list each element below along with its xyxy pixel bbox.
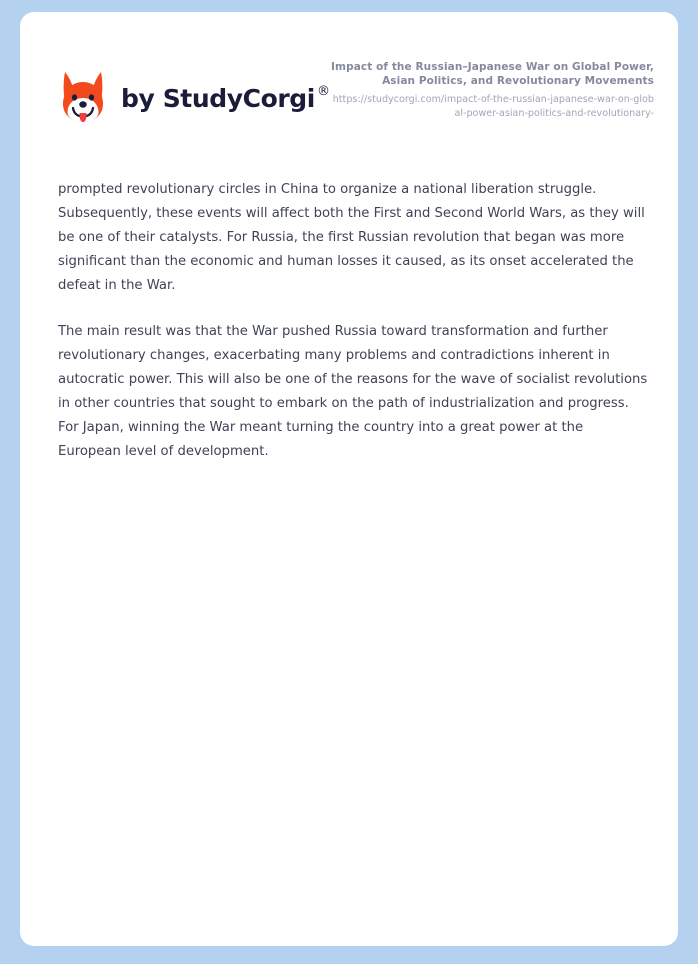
registered-trademark-icon: ® (316, 84, 330, 100)
studycorgi-brand (58, 70, 330, 124)
brand-wordmark-text: by StudyCorgi (121, 83, 315, 113)
body-paragraph: The main result was that the War pushed Russia toward transformation and further revolutionary changes, exacerbating many problems and contradictions inherent in autocratic power. This will also be one of the reasons for the wave of socialist revolutions in other countries that sought to embark on the path of industrialization and progress. For Japan, winning the War meant turning the country into a great power at the European level of development. (58, 324, 648, 459)
brand-wordmark (121, 84, 330, 113)
document-body (58, 178, 648, 464)
document-source-url: https://studycorgi.com/impact-of-the-russian-japanese-war-on-global-power-asian-politics-and-revolutionary- (332, 94, 654, 119)
document-title: Impact of the Russian–Japanese War on Global Power, Asian Politics, and Revolutionary Movements (331, 61, 654, 87)
header-meta (330, 60, 654, 120)
document-page (20, 12, 678, 946)
body-paragraph: prompted revolutionary circles in China to organize a national liberation struggle. Subsequently, these events will affect both the First and Second World Wars, as they will be one of their catalysts. For Russia, the first Russian revolution that began was more significant than the economic and human losses it caused, as its onset accelerated the defeat in the War. (58, 182, 645, 293)
document-header (20, 60, 678, 140)
corgi-face-logo (58, 70, 108, 124)
